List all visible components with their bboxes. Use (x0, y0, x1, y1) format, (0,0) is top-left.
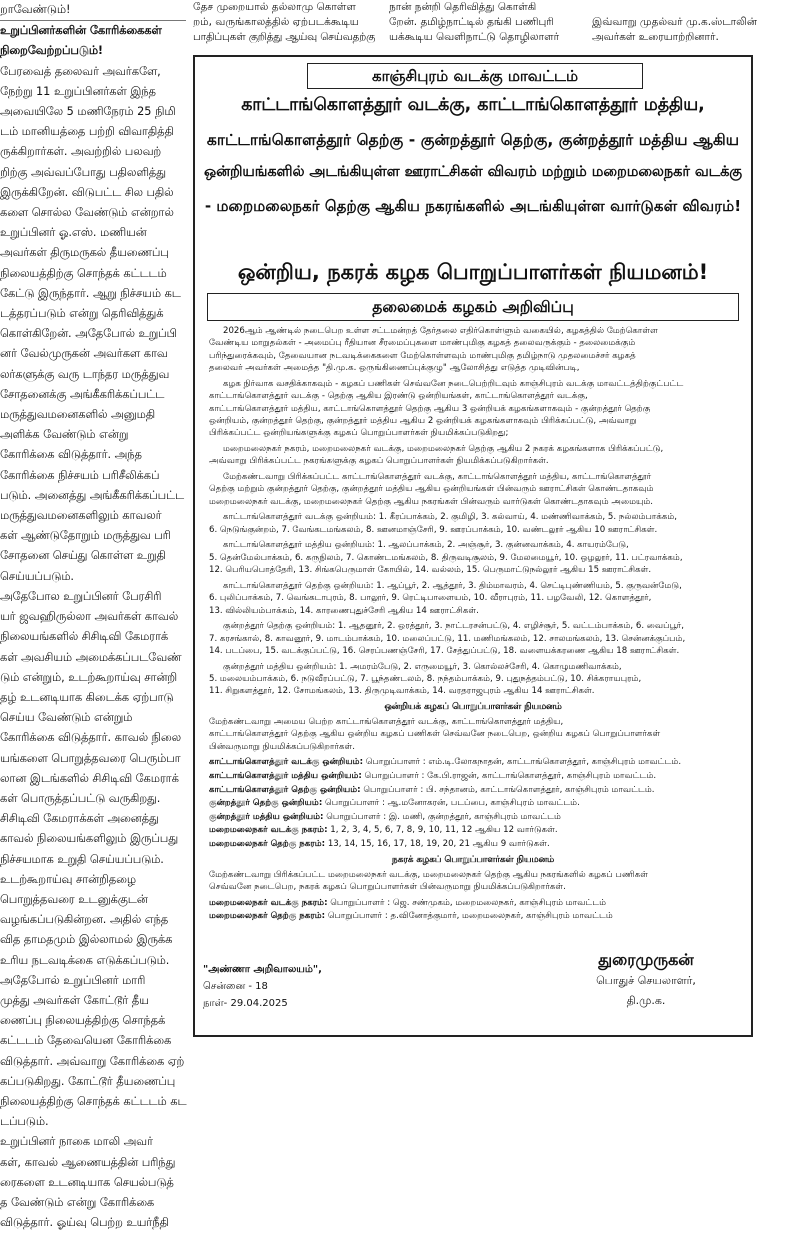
left-article-line: அவர்கள் திருமருகல் தீயணைப்பு (0, 246, 169, 260)
assignment-row (209, 797, 737, 811)
assignment-unit: மறைமலைநகர் வடக்கு நகரம்: (209, 897, 328, 908)
paragraph-line: 6. நெடுங்குன்றம், 7. வேங்கடமங்கலம், 8. ஊனமாஞ்சேரி, 9. ஊரப்பாக்கம், 10. வண்டலூர் ஆகிய 10 ஊராட்சிகள். (209, 524, 658, 535)
union-assignment-list (209, 756, 737, 851)
left-article-line: நேற்று 11 உறுப்பினர்கள் இந்த (0, 84, 156, 98)
office-city: சென்னை - 18 (203, 981, 268, 992)
announcement-paragraph (209, 580, 737, 617)
top-strip-line: தேச முறையால் தல்லாமு கொள்ள (193, 1, 356, 13)
footer-signature (571, 949, 721, 1011)
paragraph-line: 12. பெரியபொத்தேரி, 13. சிங்கபெருமாள் கோயில், 14. வல்லம், 15. பெருமாட்டுநல்லூர் ஆகிய 15 ஊராட்சிகள். (209, 565, 652, 576)
left-article-line: டப்படும். (0, 1115, 49, 1129)
union-intro (209, 716, 737, 753)
assignment-detail: பொறுப்பாளர் : ஆ.மனோகரன், படப்பை, காஞ்சிபுரம் மாவட்டம். (322, 798, 580, 809)
left-article-line: தழ் உடனடியாக கிடைக்க ஏற்பாடு (0, 690, 174, 704)
assignment-detail: 13, 14, 15, 16, 17, 18, 19, 20, 21 ஆகிய 9 வார்டுகள். (325, 839, 550, 850)
left-article-line: அவையிலே 5 மணிநேரம் 25 நிமி (0, 105, 176, 119)
paragraph-line: பிரிக்கப்பட்ட ஒன்றியங்களுக்கு கழகப் பொறுப்பாளர்கள் நியமிக்கப்படுகிறது; (209, 428, 509, 439)
left-article-line: அதேபோல் உறுப்பினர் மாரி (0, 973, 146, 987)
assignment-row (209, 897, 737, 911)
assignment-row (209, 770, 737, 784)
announcement-body (209, 325, 737, 924)
party-announcement-box (193, 55, 753, 1037)
left-article-line: நிலையத்திற்கு சொந்தக் கட்டடம் கட (0, 1094, 187, 1108)
left-article-line: விடுத்தார். ஓய்வு பெற்ற உயர்நீதி (0, 1216, 169, 1230)
left-article-line: கள் பொருத்தப்பட்டு வருகிறது. (0, 791, 161, 805)
paragraph-line: 7. கரசங்கால், 8. காவனூர், 9. மாடம்பாக்கம், 10. மலைப்பட்டு, 11. மணிமங்கலம், 12. சாலமங்கலம், 13. சென்னக்குப்பம், (209, 633, 686, 644)
paragraph-line: காட்டாங்கொளத்தூர் மத்திய ஒன்றியம்: 1. ஆலப்பாக்கம், 2. அஞ்சூர், 3. குன்னவாக்கம், 4. காயரம்பேடு, (223, 540, 629, 551)
assignment-row (209, 838, 737, 852)
top-strip-line (592, 0, 792, 15)
party-name: தி.மு.க. (626, 994, 666, 1007)
paragraph-line: பரிந்துரைக்கவும், தேவையான நடவடிக்கைகளை மேற்கொள்ளவும் மாண்புமிகு தமிழ்நாடு முதலமைச்சர் கழகத் (209, 350, 636, 361)
left-article-line: அதேபோல உறுப்பினர் பேரசிரி (0, 589, 162, 603)
paragraph-line: தலைவர் அவர்கள் அமைத்த "தி.மு.க. ஒருங்கிணைப்புக்குழு" ஆலோசித்து எடுத்த முடிவின்படி, (209, 363, 580, 374)
title-line: - மறைமலைநகர் தெற்கு ஆகிய நகரங்களில் அடங்கியுள்ள வார்டுகள் விவரம்! (204, 196, 742, 215)
left-article-line: கப்படுகிறது. கோட்டூர் தீயணைப்பு (0, 1074, 176, 1088)
announcement-paragraphs (209, 325, 737, 698)
head-office-label: தலைமைக் கழகம் அறிவிப்பு (207, 293, 739, 321)
left-article-line: நிறைவேற்றப்படும்! (0, 44, 104, 58)
top-strip-line: றம், வருங்காலத்தில் ஏற்படக்கூடிய (193, 16, 359, 28)
left-article-line: லான இடங்களில் சிசிடிவி கேமராக் (0, 771, 179, 785)
left-article-line: காவல் நிலையங்களிலும் இருப்பது (0, 832, 179, 846)
announcement-paragraph (209, 378, 737, 440)
left-article-line: கட்டடம் தேவையென கோரிக்கை (0, 1034, 172, 1048)
announcement-paragraph (209, 539, 737, 576)
top-strip-line: நான் நன்றி தெரிவித்து கொள்கி (389, 1, 537, 13)
paragraph-line: 13. வில்லியம்பாக்கம், 14. காரணைபுதுச்சேரி ஆகிய 14 ஊராட்சிகள். (209, 605, 479, 616)
left-article-line: உடற்கூறாய்வு சான்றிதழை (0, 872, 136, 886)
left-article-line: ணைப்பு நிலையத்திற்கு சொந்தக் (0, 1014, 166, 1028)
notice-date: நாள்- 29.04.2025 (203, 998, 288, 1009)
assignment-unit: காட்டாங்கொளத்தூர் மத்திய ஒன்றியம்: (209, 771, 362, 782)
assignment-detail: பொறுப்பாளர் : பி. சந்தானம், காட்டாங்கொளத்தூர், காஞ்சிபுரம் மாவட்டம். (360, 784, 655, 795)
paragraph-line: காட்டாங்கொளத்தூர் வடக்கு - தெற்கு ஆகிய இரண்டு ஒன்றியங்கள், காட்டாங்கொளத்தூர் வடக்கு, (209, 391, 588, 402)
left-article-line: அளிக்க வேண்டும் என்று (0, 428, 129, 442)
left-article-line: மருத்துவமனைகளிலும் காவலர் (0, 509, 162, 523)
assignment-detail: பொறுப்பாளர் : இ. மணி, குன்றத்தூர், காஞ்சிபுரம் மாவட்டம் (323, 811, 561, 822)
assignment-unit: மறைமலைநகர் தெற்கு நகரம்: (209, 911, 326, 922)
paragraph-line: தெற்கு மற்றும் குன்றத்தூர் தெற்கு, குன்றத்தூர் மத்திய ஆகிய ஒன்றியங்கள் பின்வரும் ஊராட்சிகள் கொண்டதாகவும் (209, 484, 654, 495)
left-article-line: செய்ய வேண்டும் என்றும் (0, 711, 133, 725)
assignment-unit: குன்றத்தூர் தெற்கு ஒன்றியம்: (209, 798, 323, 809)
left-article-line: விடுத்தார். அவ்வாறு கோரிக்கை ஏற் (0, 1054, 185, 1068)
assignment-unit: காட்டாங்கொளத்தூர் வடக்கு ஒன்றியம்: (209, 757, 364, 768)
left-article-line: னர் வேல்முருகன் அவர்கள காவ (0, 347, 168, 361)
left-article-line: பேரவைத் தலைவர் அவர்களே, (0, 64, 161, 78)
assignment-detail: பொறுப்பாளர் : ஜெ. சண்முகம், மறைமலைநகர், காஞ்சிபுரம் மாவட்டம் (327, 897, 607, 908)
signatory-name: துரைமுருகன் (598, 950, 694, 969)
left-article-line: கோரிக்கை விடுத்தார். அந்த (0, 448, 142, 462)
left-top-line: றாவேண்டும்! (0, 0, 186, 21)
assignment-detail: 1, 2, 3, 4, 5, 6, 7, 8, 9, 10, 11, 12 ஆகிய 12 வார்டுகள். (327, 825, 558, 836)
paragraph-line: கழக நிர்வாக வசதிக்காகவும் - கழகப் பணிகள் செவ்வனே நடைபெற்றிடவும் காஞ்சிபுரம் வடக்கு மாவட்டத்திற்குட்பட்ட (223, 378, 684, 389)
left-article-line: ரைகளை உடனடியாக செயல்படுத் (0, 1175, 174, 1189)
paragraph-line: மறைமலைநகர் நகரம், மறைமலைநகர் வடக்கு, மறைமலைநகர் தெற்கு ஆகிய 2 நகரக் கழகங்களாக பிரிக்கப்பட்டு, (223, 444, 664, 455)
top-strip-line: பாதிப்புகள் குறித்து ஆய்வு செய்வதற்கு (193, 31, 376, 43)
left-article-line: யங்களை பொறுத்தவரை பெரும்பா (0, 751, 181, 765)
paragraph-line: குன்றத்தூர் மத்திய ஒன்றியம்: 1. அமரம்பேடு, 2. எருமையூர், 3. கொல்லச்சேரி, 4. கொழுமணிவாக்கம், (223, 661, 622, 672)
left-article-line: மருத்துவமனைகளில் அனுமதி (0, 408, 155, 422)
paragraph-line: 14. படப்பை, 15. வடக்குப்பட்டு, 16. செரப்பணஞ்சேரி, 17. சேத்துப்பட்டு, 18. வளையக்கரணை ஆகிய 18 ஊராட்சிகள். (209, 646, 680, 657)
title-line: காட்டாங்கொளத்தூர் தெற்கு - குன்றத்தூர் தெற்கு, குன்றத்தூர் மத்திய ஆகிய (206, 129, 740, 149)
paragraph-line: காட்டாங்கொளத்தூர் தெற்கு ஒன்றியம்: 1. ஆப்பூர், 2. ஆத்தூர், 3. திம்மாவரம், 4. செட்டிபுண்ணியம், 5. குருவன்மேடு, (223, 580, 682, 591)
left-article-line: உறுப்பினர் நாகை மாலி அவர் (0, 1135, 153, 1149)
left-article-line: கள் அவசியம் அமைக்கப்படவேண் (0, 650, 182, 664)
paragraph-line: காட்டாங்கொளத்தூர் மத்திய, காட்டாங்கொளத்தூர் தெற்கு ஆகிய 3 ஒன்றியக் கழகங்களாகவும் - குன்றத்தூர் தெற்கு (209, 403, 651, 414)
left-article-line: கள், காவல் ஆணையத்தின் பரிந்து (0, 1155, 176, 1169)
assignment-unit: காட்டாங்கொளத்தூர் தெற்கு ஒன்றியம்: (209, 784, 361, 795)
left-article-line: கோரிக்கை நிச்சயம் பரிசீலிக்கப் (0, 468, 160, 482)
assignment-row (209, 811, 737, 825)
assignment-detail: பொறுப்பாளர் : த.வினோத்குமார், மறைமலைநகர், காஞ்சிபுரம் மாவட்டம் (325, 911, 613, 922)
left-article-line: கொள்கிறேன். அதேபோல் உறுப்பி (0, 327, 177, 341)
left-article-text (0, 21, 186, 1233)
left-article-line: நிச்சயமாக உறுதி செய்யப்படும். (0, 852, 164, 866)
announcement-paragraph (209, 661, 737, 698)
paragraph-line: காட்டாங்கொளத்தூர் வடக்கு ஒன்றியம்: 1. கீரப்பாக்கம், 2. குமிழி, 3. கல்வாய், 4. மண்ணிவாக்கம், 5. நல்லம்பாக்கம், (223, 512, 678, 523)
town-intro-line: செவ்வனே நடைபெற, நகரக் கழகப் பொறுப்பாளர்கள் பின்வருமாறு நியமிக்கப்படுகிறார்கள். (209, 882, 566, 893)
district-label: காஞ்சிபுரம் வடக்கு மாவட்டம் (307, 63, 643, 89)
union-intro-line: மேற்கண்டவாறு அமைய பெற்ற காட்டாங்கொளத்தூர் வடக்கு, காட்டாங்கொளத்தூர் மத்திய, (209, 717, 564, 728)
paragraph-line: 6. புலிப்பாக்கம், 7. வெங்கடாபுரம், 8. பாலூர், 9. ரெட்டிபாளையம், 10. வீராபுரம், 11. பழவேலி, 12. கொளத்தூர், (209, 593, 652, 604)
assignment-detail: பொறுப்பாளர் : கே.பி.ராஜன், காட்டாங்கொளத்தூர், காஞ்சிபுரம் மாவட்டம். (361, 771, 657, 782)
footer-left (203, 961, 322, 1012)
left-article-line: த வேண்டும் என்று கோரிக்கை (0, 1195, 155, 1209)
assignment-unit: மறைமலைநகர் தெற்கு நகரம்: (209, 839, 326, 850)
announcement-footer (203, 913, 743, 1025)
top-strip-line: யக்கூடிய வெளிநாட்டு தொழிலாளர் (389, 31, 560, 43)
assignment-unit: மறைமலைநகர் வடக்கு நகரம்: (209, 825, 328, 836)
paragraph-line: மேற்கண்டவாறு பிரிக்கப்பட்ட காட்டாங்கொளத்தூர் வடக்கு, காட்டாங்கொளத்தூர் மத்திய, காட்டாங்கொளத்தூர் (223, 472, 652, 483)
left-article-line: உறுப்பினர் ஓ.எஸ். மணியன் (0, 226, 147, 240)
announcement-paragraph (209, 443, 737, 468)
left-article-line: பொறுத்தவரை உடனுக்குடன் (0, 892, 148, 906)
left-article-line: சோதனைக்கு அங்கீகரிக்கப்பட்ட (0, 387, 165, 401)
top-strip-column-3 (592, 0, 792, 45)
title-line: ஒன்றியங்களில் அடங்கியுள்ள ஊராட்சிகள் விவரம் மற்றும் மறைமலைநகர் வடக்கு (204, 164, 742, 180)
top-strip-line: றேன். தமிழ்நாட்டில் தங்கி பணிபுரி (389, 16, 554, 28)
left-article-line: டம் மானியத்தை பற்றி விவாதித்தி (0, 125, 174, 139)
announcement-paragraph (209, 325, 737, 375)
left-article-line: செய்யப்படும். (0, 569, 74, 583)
left-article-line: டத்தரப்படும் என்று தெரிவித்துக் (0, 307, 164, 321)
signatory-designation: பொதுச் செயலாளர், (596, 974, 696, 987)
assignment-row (209, 824, 737, 838)
assignment-row (209, 784, 737, 798)
town-intro-line: மேற்கண்டவாறு பிரிக்கப்பட்ட மறைமலைநகர் வடக்கு, மறைமலைநகர் தெற்கு ஆகிய நகரங்களில் கழகப் பணிகள் (209, 869, 648, 880)
paragraph-line: மறைமலைநகர் வடக்கு, மறைமலைநகர் தெற்கு ஆகிய நகரங்கள் பின்வரும் வார்டுகள் கொண்டதாகவும் அமையும். (209, 496, 654, 507)
left-article-line: யர் ஜவஹிருல்லா அவர்கள் காவல் (0, 610, 179, 624)
town-intro (209, 869, 737, 894)
left-article-line: ருக்கிறார்கள். அவற்றில் பலவற் (0, 145, 162, 159)
appointment-headline: ஒன்றிய, நகரக் கழக பொறுப்பாளர்கள் நியமனம்! (237, 260, 709, 284)
left-article-line: கள் ஆண்டுதோறும் மருத்துவ பரி (0, 529, 171, 543)
top-strip-line: இவ்வாறு முதல்வர் மு.க.ஸ்டாலின் (592, 16, 758, 28)
left-article-line: சோதனை செய்து கொள்ள உறுதி (0, 549, 166, 563)
paragraph-line: 2026ஆம் ஆண்டில் நடைபெற உள்ள சட்டமன்றத் தேர்தலை எதிர்கொள்ளும் வகையில், கழகத்தில் மேற்கொள்ள (223, 326, 658, 336)
paragraph-line: குன்றத்தூர் தெற்கு ஒன்றியம்: 1. ஆதனூர், 2. ஒரத்தூர், 3. நாட்டரசன்பட்டு, 4. எழிச்சூர், 5. வட்டம்பாக்கம், 6. வைப்பூர், (223, 621, 685, 632)
left-article-line: லர்களுக்கு வரு டாந்தர மருத்துவ (0, 367, 170, 381)
top-article-strip (0, 0, 800, 48)
paragraph-line: 5. தென்மேல்பாக்கம், 6. கருநிலம், 7. கொண்டமங்கலம், 8. திருவடிசூலம், 9. மேலமையூர், 10. ஒழலூர், 11. பட்ரவாக்கம், (209, 552, 683, 563)
top-strip-line: அவர்கள் உரையாற்றினார். (592, 31, 719, 43)
left-article-line: கோரிக்கை விடுத்தார். காவல் நிலை (0, 731, 181, 745)
assignment-detail: பொறுப்பாளர் : எம்.டி.லோகநாதன், காட்டாங்கொளத்தூர், காஞ்சிபுரம் மாவட்டம். (363, 757, 682, 768)
left-article-line: உறுப்பினர்களின் கோரிக்கைகள் (0, 24, 162, 38)
left-article-line: டும் என்றும், உடற்கூறாய்வு சான்றி (0, 670, 178, 684)
announcement-paragraph (209, 471, 737, 508)
paragraph-line: ஒன்றியம், குன்றத்தூர் தெற்கு, குன்றத்தூர் மத்திய ஆகிய 2 ஒன்றியக் கழகங்களாகவும் பிரிக்கப்பட்டு, அவ்வாறு (209, 416, 637, 427)
top-strip-column-2 (389, 0, 581, 45)
top-strip-column-1 (193, 0, 378, 45)
left-article-line: வழங்கப்படுகின்றன. அதில் எந்த (0, 913, 169, 927)
announcement-paragraph (209, 620, 737, 657)
left-article-line: உரிய நடவடிக்கை எடுக்கப்படும். (0, 953, 170, 967)
assignment-row (209, 756, 737, 770)
left-article-line: வித தாமதமும் இல்லாமல் இருக்க (0, 933, 173, 947)
paragraph-line: 11. சிறுகளத்தூர், 12. சோமங்கலம், 13. திருமுடிவாக்கம், 14. வரதராஜபுரம் ஆகிய 14 ஊராட்சிகள். (209, 686, 595, 697)
left-article-line: நிலையங்களில் சிசிடிவி கேமராக் (0, 630, 169, 644)
announcement-title (203, 89, 743, 223)
paragraph-line: 5. மலையம்பாக்கம், 6. நடுவீரப்பட்டு, 7. பூந்தண்டலம், 8. நந்தம்பாக்கம், 9. புதுநத்தம்பட்டு, 10. சிக்கராயபுரம், (209, 674, 642, 685)
paragraph-line: அவ்வாறு பிரிக்கப்பட்ட நகரங்களுக்கு கழகப் பொறுப்பாளர்கள் நியமிக்கப்படுகிறார்கள். (209, 456, 549, 467)
announcement-paragraph (209, 511, 737, 536)
left-article-line: இருக்கிறேன். விடுபட்ட சில பதில் (0, 185, 174, 199)
union-intro-line: பின்வருமாறு நியமிக்கப்படுகிறார்கள். (209, 741, 355, 752)
office-name: "அண்ணா அறிவாலயம்", (203, 964, 322, 975)
left-article-line: முத்து அவர்கள் கோட்டூர் தீய (0, 993, 149, 1007)
left-article-line: சிசிடிவி கேமராக்கள் அனைத்து (0, 812, 159, 826)
union-appointments-heading: ஒன்றியக் கழகப் பொறுப்பாளர்கள் நியமனம் (384, 702, 562, 713)
union-intro-line: காட்டாங்கொளத்தூர் தெற்கு ஆகிய ஒன்றிய கழகப் பணிகள் செவ்வனே நடைபெற, ஒன்றிய கழகப் பொறுப்பாளர்கள் (209, 729, 661, 740)
left-article-line: நிலையத்திற்கு சொந்தக் கட்டடம் (0, 266, 167, 280)
left-article-column (0, 0, 187, 1230)
town-appointments-heading: நகரக் கழகப் பொறுப்பாளர்கள் நியமனம் (391, 854, 555, 865)
left-article-line: றிற்கு அவ்வப்போது பதிலளித்து (0, 165, 166, 179)
left-article-line: களை சொல்ல வேண்டும் என்றால் (0, 206, 174, 220)
left-article-line: கேட்டு இருந்தார். ஆறு நிச்சயம் கட (0, 286, 181, 300)
paragraph-line: வேண்டிய மாறுதல்கள் - அமைப்பு ரீதியான சீரமைப்புகளை மாண்புமிகு கழகத் தலைவருக்கும் - தலைமைக்கும் (209, 338, 636, 349)
title-line: காட்டாங்கொளத்தூர் வடக்கு, காட்டாங்கொளத்தூர் மத்திய, (241, 95, 705, 115)
left-article-line: படும். அனைத்து அங்கீகரிக்கப்பட்ட (0, 488, 184, 502)
assignment-unit: குன்றத்தூர் மத்திய ஒன்றியம்: (209, 811, 324, 822)
